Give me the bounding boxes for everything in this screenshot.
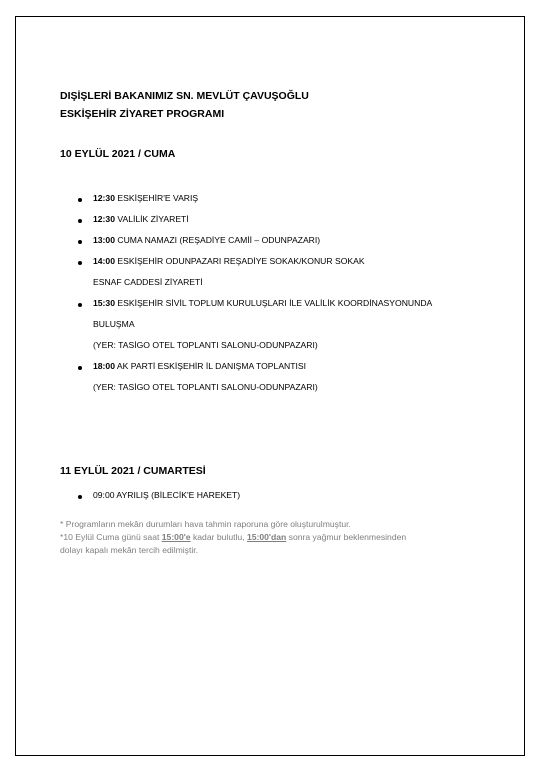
document-subtitle: ESKİŞEHİR ZİYARET PROGRAMI — [60, 108, 225, 120]
bullet-icon — [78, 495, 82, 499]
schedule-item — [93, 298, 432, 308]
note-line: * Programların mekân durumları hava tahmin raporuna göre oluşturulmuştur. — [60, 519, 351, 529]
bullet-icon — [78, 261, 82, 265]
bullet-icon — [78, 219, 82, 223]
note-time-highlight: 15:00'dan — [246, 532, 287, 542]
item-time: 13:00 — [93, 235, 115, 245]
schedule-item-continuation: ESNAF CADDESİ ZİYARETİ — [93, 277, 203, 287]
note-text: kadar bulutlu, — [190, 532, 247, 542]
note-line — [60, 532, 406, 542]
schedule-item — [93, 361, 306, 371]
item-time: 18:00 — [93, 361, 115, 371]
note-text: sonra yağmur beklenmesinden — [286, 532, 407, 542]
item-text: VALİLİK ZİYARETİ — [114, 214, 189, 224]
note-line: dolayı kapalı mekân tercih edilmiştir. — [60, 545, 199, 555]
item-text: CUMA NAMAZI (REŞADİYE CAMİİ – ODUNPAZARI) — [114, 235, 321, 245]
bullet-icon — [78, 198, 82, 202]
note-text: *10 Eylül Cuma günü saat — [60, 532, 162, 542]
bullet-icon — [78, 303, 82, 307]
day1-date-heading: 10 EYLÜL 2021 / CUMA — [60, 148, 176, 160]
item-text: ESKİŞEHİR'E VARIŞ — [114, 193, 199, 203]
schedule-item — [93, 256, 365, 266]
schedule-item-location: (YER: TASİGO OTEL TOPLANTI SALONU-ODUNPAZARI) — [93, 340, 318, 350]
schedule-item — [93, 193, 198, 203]
item-text: ESKİŞEHİR ODUNPAZARI REŞADİYE SOKAK/KONUR SOKAK — [114, 256, 365, 266]
note-time-highlight: 15:00'e — [161, 532, 191, 542]
bullet-icon — [78, 366, 82, 370]
item-text: ESKİŞEHİR SİVİL TOPLUM KURULUŞLARI İLE VALİLİK KOORDİNASYONUNDA — [114, 298, 433, 308]
item-time: 15:30 — [93, 298, 115, 308]
day2-date-heading: 11 EYLÜL 2021 / CUMARTESİ — [60, 465, 206, 477]
item-time: 14:00 — [93, 256, 115, 266]
document-title: DIŞİŞLERİ BAKANIMIZ SN. MEVLÜT ÇAVUŞOĞLU — [60, 90, 309, 102]
item-time: 12:30 — [93, 193, 115, 203]
schedule-item — [93, 235, 320, 245]
schedule-item — [93, 214, 189, 224]
schedule-item-continuation: BULUŞMA — [93, 319, 135, 329]
schedule-item-location: (YER: TASİGO OTEL TOPLANTI SALONU-ODUNPAZARI) — [93, 382, 318, 392]
schedule-item: 09:00 AYRILIŞ (BİLECİK'E HAREKET) — [93, 490, 241, 500]
document-page — [15, 16, 525, 756]
item-text: AK PARTİ ESKİŞEHİR İL DANIŞMA TOPLANTISI — [114, 361, 307, 371]
item-time: 12:30 — [93, 214, 115, 224]
bullet-icon — [78, 240, 82, 244]
